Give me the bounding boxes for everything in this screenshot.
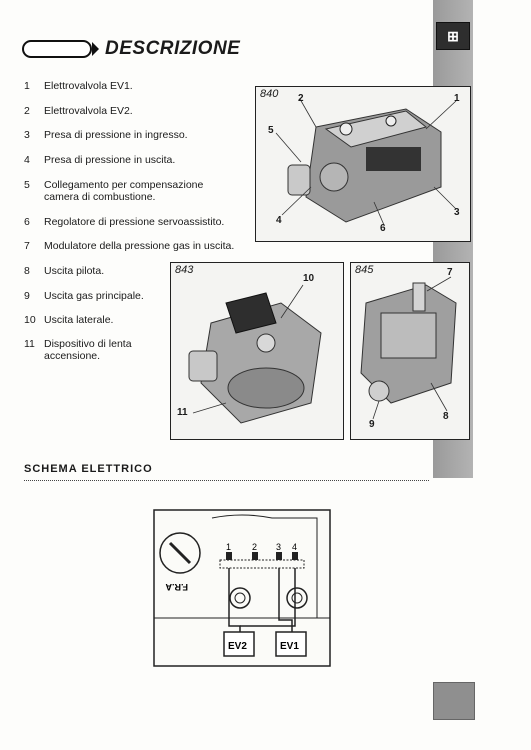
list-item: 1 Elettrovalvola EV1. (24, 80, 133, 92)
terminal-3-label: 3 (276, 542, 282, 552)
gas-valve-illustration (256, 87, 470, 241)
ev1-label: EV1 (280, 641, 299, 652)
ev2-label: EV2 (228, 641, 247, 652)
photo-tag: 840 (260, 88, 279, 100)
housing-text: F.R.A (165, 582, 188, 592)
section-divider (24, 480, 429, 481)
callout-label: 6 (380, 223, 386, 234)
terminal-1-label: 1 (226, 542, 232, 552)
photo-tag: 845 (355, 264, 374, 276)
callout-label: 11 (177, 407, 188, 418)
callout-label: 8 (443, 411, 449, 422)
callout-label: 3 (454, 207, 460, 218)
list-item: 2 Elettrovalvola EV2. (24, 105, 133, 117)
brand-logo-icon: ⊞ (436, 22, 470, 50)
callout-label: 1 (454, 93, 460, 104)
photo-tag: 843 (175, 264, 194, 276)
list-item: 8 Uscita pilota. (24, 265, 105, 277)
gas-valve-illustration (351, 263, 469, 439)
list-item: 4 Presa di pressione in uscita. (24, 154, 176, 166)
terminal-2-label: 2 (252, 542, 258, 552)
heading-pill-icon (22, 40, 92, 58)
wiring-svg (152, 508, 332, 668)
callout-label: 5 (268, 125, 274, 136)
terminal-4-label: 4 (292, 542, 298, 552)
list-item: 6 Regolatore di pressione servoassistito. (24, 216, 225, 228)
photo-843 (170, 262, 344, 440)
photo-840 (255, 86, 471, 242)
section-heading (22, 38, 240, 60)
list-item: 7 Modulatore della pressione gas in uscita. (24, 240, 235, 252)
callout-label: 10 (303, 273, 315, 284)
schema-title: SCHEMA ELETTRICO (24, 463, 153, 475)
list-item: 5 Collegamento per compensazione camera di combustione. (24, 179, 204, 203)
callout-label: 2 (298, 93, 304, 104)
list-item: 3 Presa di pressione in ingresso. (24, 129, 188, 141)
list-item: 10 Uscita laterale. (24, 314, 114, 326)
wiring-diagram (152, 508, 332, 668)
gas-valve-illustration (171, 263, 343, 439)
callout-label: 7 (447, 267, 453, 278)
list-item: 11 Dispositivo di lenta accensione. (24, 338, 132, 362)
callout-label: 4 (276, 215, 282, 226)
list-item: 9 Uscita gas principale. (24, 290, 144, 302)
page-tab-bottom (433, 682, 475, 720)
page-title: DESCRIZIONE (105, 38, 241, 59)
heading-arrow-icon (92, 42, 99, 56)
photo-845 (350, 262, 470, 440)
callout-label: 9 (369, 419, 375, 430)
